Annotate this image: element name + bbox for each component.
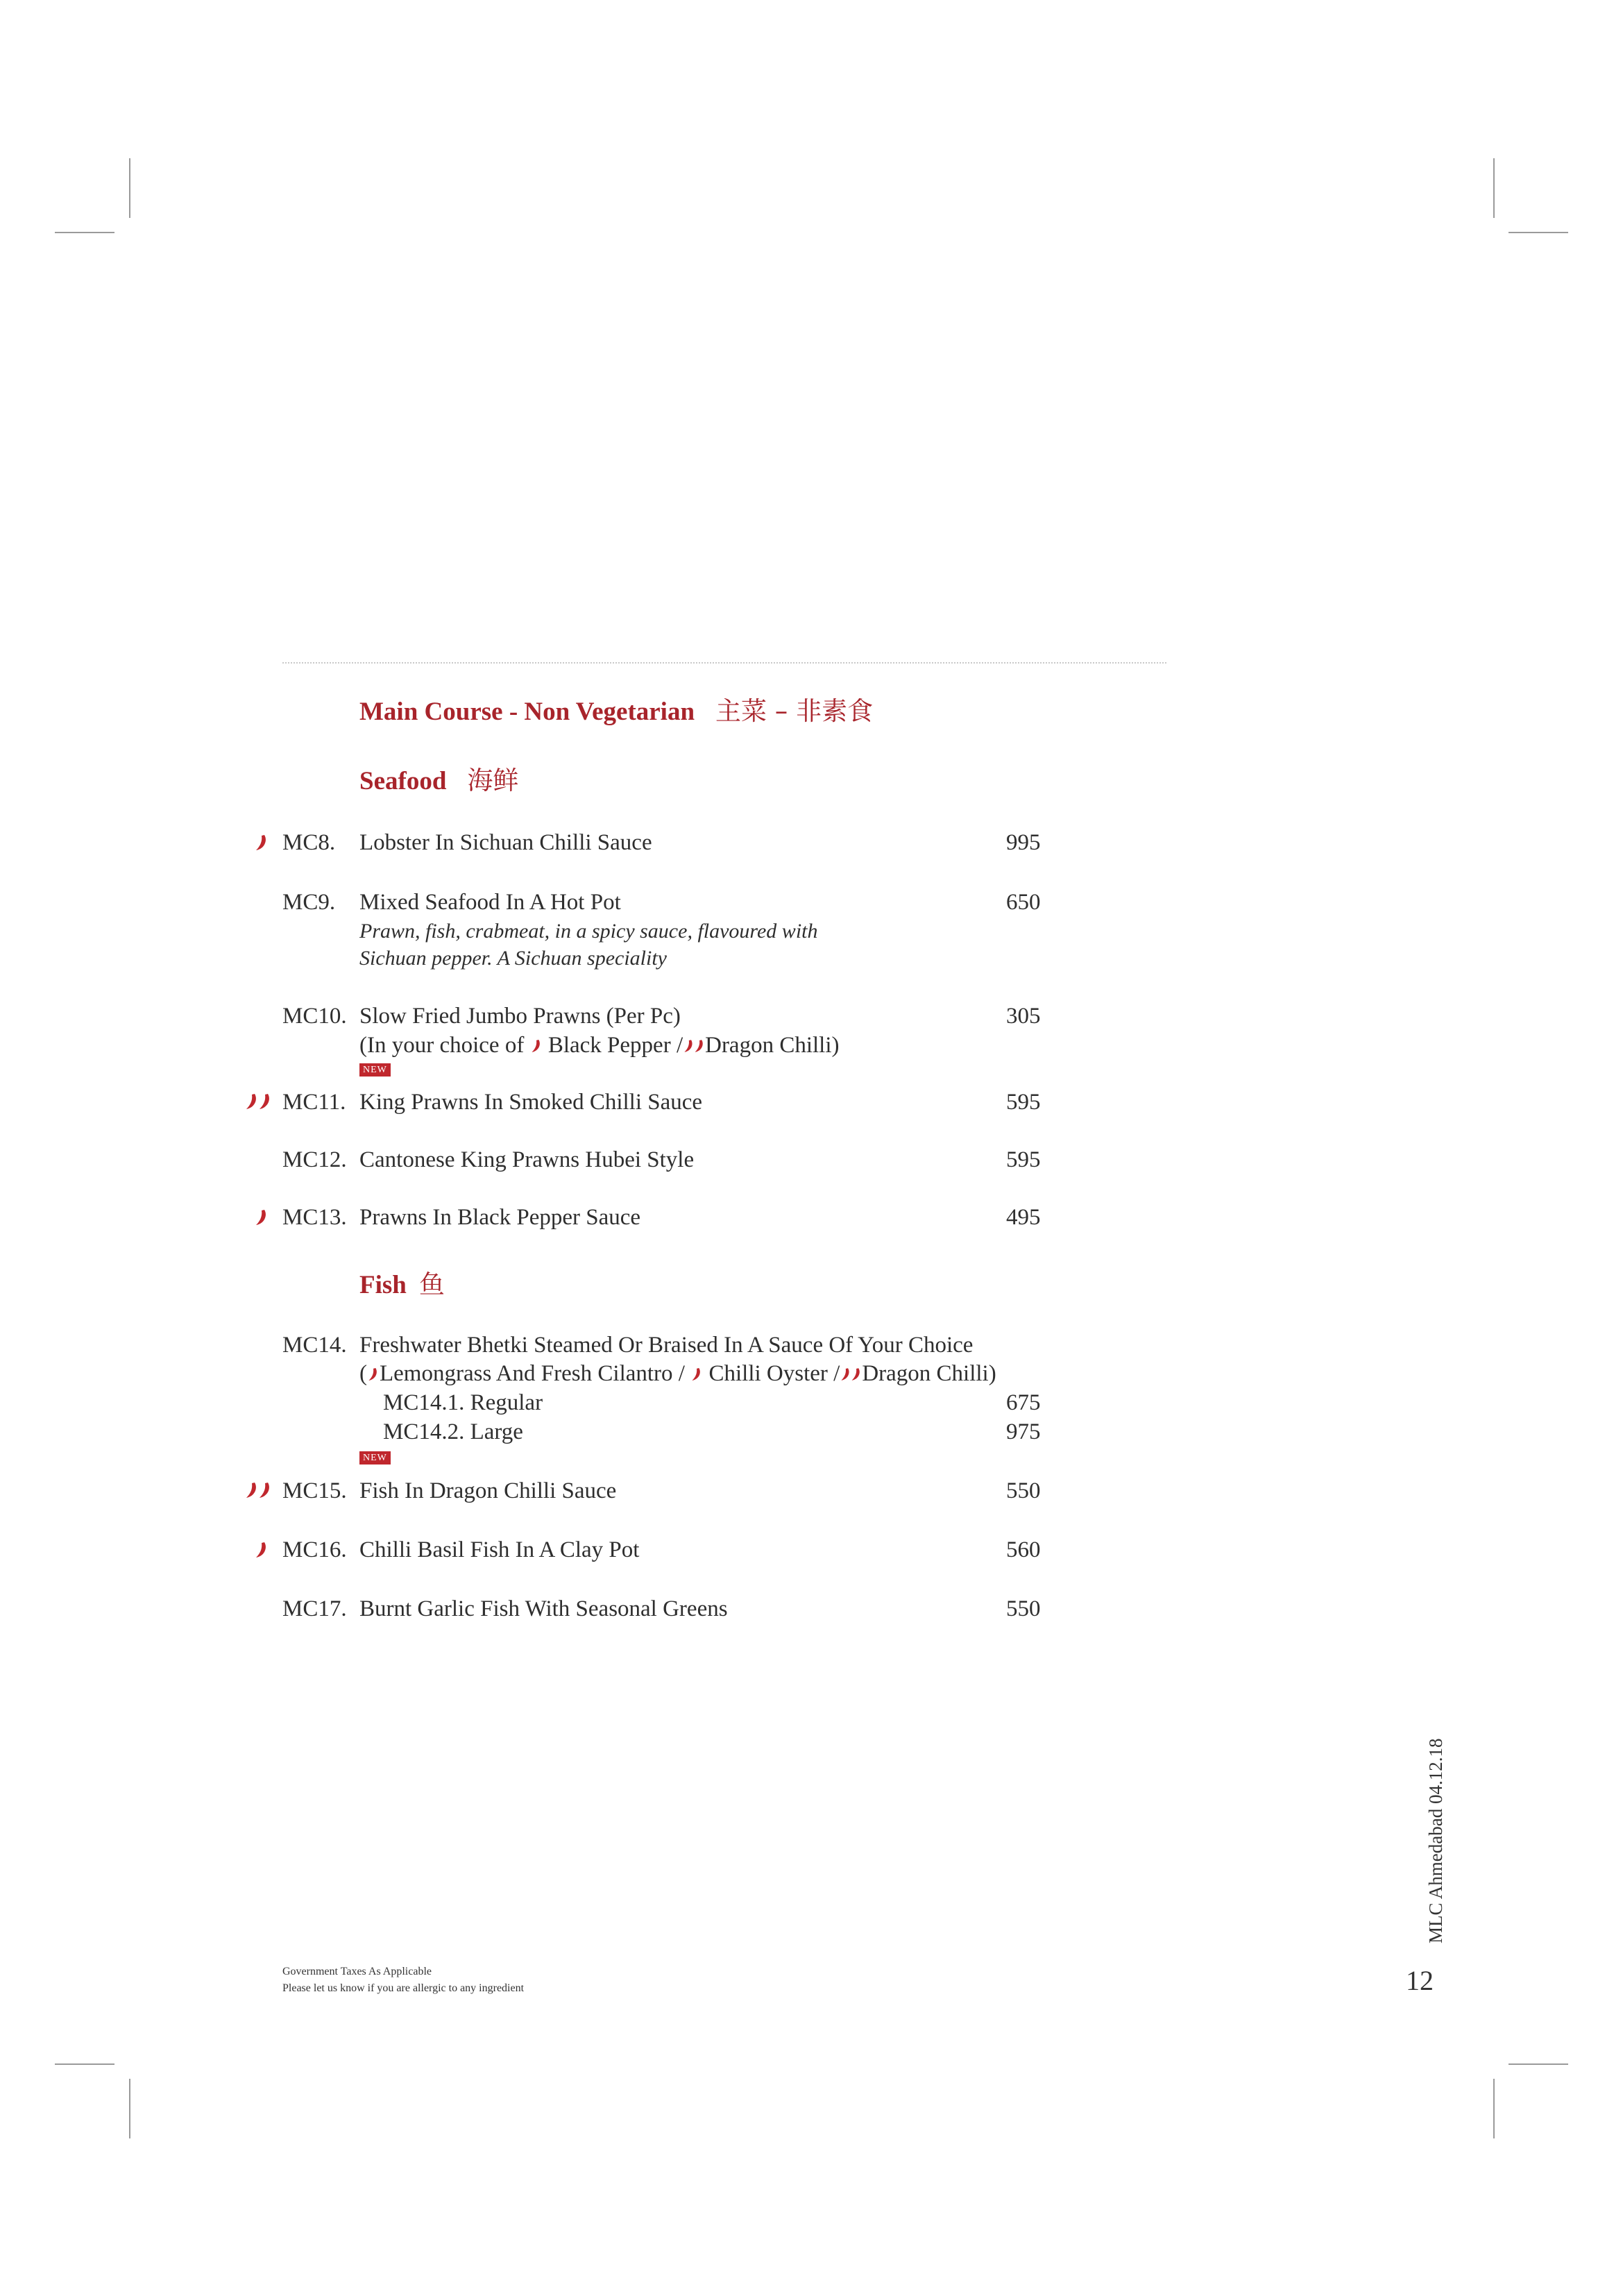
double-chili-pepper-icon bbox=[683, 1037, 705, 1055]
chili-pepper-icon bbox=[254, 1208, 269, 1226]
crop-mark bbox=[129, 2079, 130, 2138]
page-title-chinese: 主菜 – 非素食 bbox=[715, 696, 874, 726]
divider bbox=[282, 662, 1166, 664]
item-code: MC9. bbox=[282, 890, 336, 915]
item-name: Mixed Seafood In A Hot Pot bbox=[359, 890, 621, 915]
new-badge: NEW bbox=[359, 1063, 391, 1077]
item-name: Slow Fried Jumbo Prawns (Per Pc) bbox=[359, 1004, 681, 1029]
variant-name: MC14.2. Large bbox=[383, 1419, 523, 1444]
section-title-chinese: 鱼 bbox=[418, 1269, 445, 1299]
item-price: 595 bbox=[1006, 1090, 1041, 1115]
chili-pepper-icon bbox=[254, 1541, 269, 1559]
item-name: Chilli Basil Fish In A Clay Pot bbox=[359, 1537, 640, 1562]
item-price: 305 bbox=[1006, 1004, 1041, 1029]
double-chili-pepper-icon bbox=[244, 1092, 272, 1111]
item-name: Lobster In Sichuan Chilli Sauce bbox=[359, 830, 652, 855]
page-title bbox=[359, 690, 873, 727]
footer-allergy-note: Please let us know if you are allergic to any ingredient bbox=[282, 1982, 525, 1994]
choice-open: ( bbox=[359, 1361, 367, 1386]
footer-taxes-note: Government Taxes As Applicable bbox=[282, 1966, 432, 1977]
new-badge: NEW bbox=[359, 1451, 391, 1464]
chili-pepper-icon bbox=[690, 1365, 703, 1383]
item-code: MC10. bbox=[282, 1004, 347, 1029]
item-code: MC14. bbox=[282, 1333, 347, 1358]
item-choice-line bbox=[359, 1034, 840, 1057]
page-title-text: Main Course - Non Vegetarian bbox=[359, 698, 695, 726]
crop-mark bbox=[1509, 232, 1568, 233]
section-title-chinese: 海鲜 bbox=[467, 766, 519, 795]
chili-pepper-icon bbox=[254, 834, 269, 852]
item-name: Freshwater Bhetki Steamed Or Braised In A Sauce Of Your Choice bbox=[359, 1333, 974, 1358]
side-label: MLC Ahmedabad 04.12.18 bbox=[1425, 1738, 1446, 1943]
crop-mark bbox=[1509, 2063, 1568, 2065]
item-code: MC8. bbox=[282, 830, 336, 855]
section-title-seafood bbox=[359, 759, 518, 797]
item-code: MC12. bbox=[282, 1147, 347, 1172]
item-price: 495 bbox=[1006, 1205, 1041, 1230]
crop-mark bbox=[1493, 2079, 1495, 2138]
item-name: Prawns In Black Pepper Sauce bbox=[359, 1205, 641, 1230]
variant-price: 675 bbox=[1006, 1390, 1041, 1415]
item-price: 550 bbox=[1006, 1478, 1041, 1503]
crop-mark bbox=[1493, 158, 1495, 218]
variant-name: MC14.1. Regular bbox=[383, 1390, 543, 1415]
crop-mark bbox=[55, 232, 114, 233]
item-description: Prawn, fish, crabmeat, in a spicy sauce, flavoured with bbox=[359, 920, 818, 943]
item-description: Sichuan pepper. A Sichuan speciality bbox=[359, 947, 667, 970]
choice-option: Dragon Chilli) bbox=[705, 1033, 840, 1058]
item-price: 995 bbox=[1006, 830, 1041, 855]
item-code: MC16. bbox=[282, 1537, 347, 1562]
section-title-text: Seafood bbox=[359, 767, 447, 795]
choice-option: Chilli Oyster / bbox=[708, 1361, 840, 1386]
item-code: MC13. bbox=[282, 1205, 347, 1230]
item-name: Fish In Dragon Chilli Sauce bbox=[359, 1478, 617, 1503]
item-name: Cantonese King Prawns Hubei Style bbox=[359, 1147, 695, 1172]
item-code: MC11. bbox=[282, 1090, 346, 1115]
item-name: Burnt Garlic Fish With Seasonal Greens bbox=[359, 1596, 728, 1621]
item-price: 595 bbox=[1006, 1147, 1041, 1172]
choice-option: Dragon Chilli) bbox=[862, 1361, 996, 1386]
crop-mark bbox=[129, 158, 130, 218]
item-code: MC17. bbox=[282, 1596, 347, 1621]
page-number: 12 bbox=[1406, 1965, 1434, 1996]
chili-pepper-icon bbox=[530, 1037, 543, 1055]
section-title-text: Fish bbox=[359, 1271, 407, 1299]
double-chili-pepper-icon bbox=[244, 1481, 272, 1499]
item-code: MC15. bbox=[282, 1478, 347, 1503]
item-price: 550 bbox=[1006, 1596, 1041, 1621]
choice-option: Black Pepper / bbox=[547, 1033, 683, 1058]
section-title-fish bbox=[359, 1263, 445, 1301]
item-price: 560 bbox=[1006, 1537, 1041, 1562]
choice-open: (In your choice of bbox=[359, 1033, 525, 1058]
chili-pepper-icon bbox=[367, 1365, 380, 1383]
item-choice-line bbox=[359, 1362, 996, 1385]
item-price: 650 bbox=[1006, 890, 1041, 915]
crop-mark bbox=[55, 2063, 114, 2065]
variant-price: 975 bbox=[1006, 1419, 1041, 1444]
double-chili-pepper-icon bbox=[840, 1365, 862, 1383]
choice-option: Lemongrass And Fresh Cilantro / bbox=[380, 1361, 685, 1386]
item-name: King Prawns In Smoked Chilli Sauce bbox=[359, 1090, 703, 1115]
